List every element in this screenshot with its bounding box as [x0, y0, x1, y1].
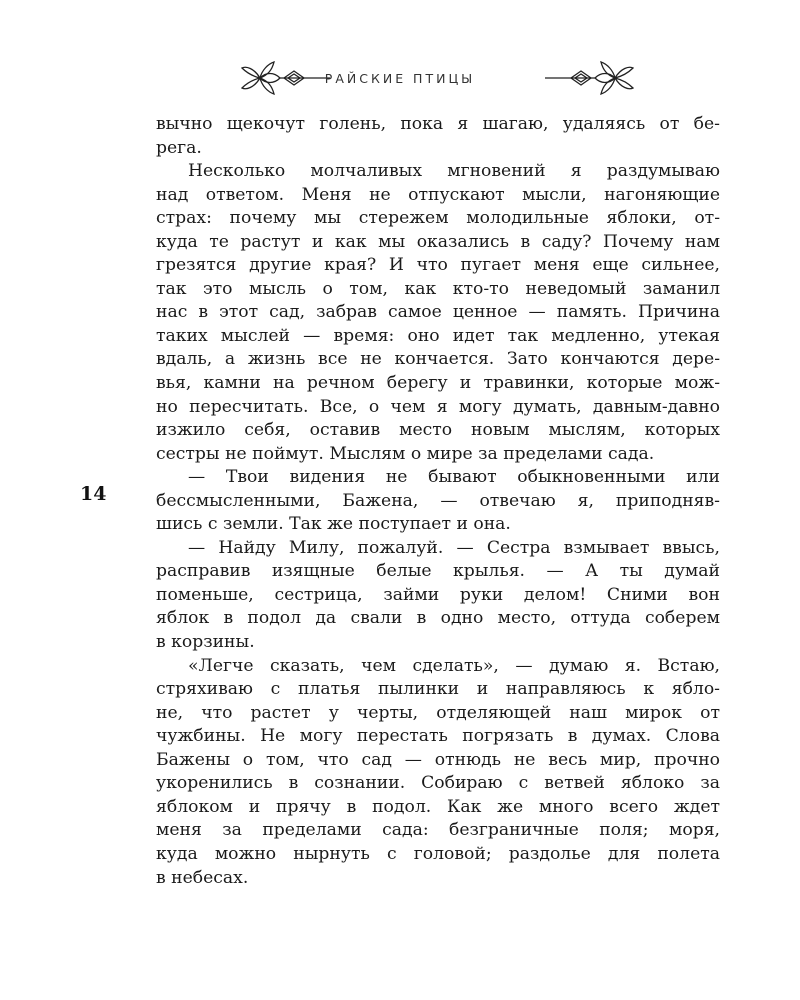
text-line: куда те растут и как мы оказались в саду? Почему нам	[156, 231, 720, 252]
ornament-right-icon	[543, 58, 635, 98]
body-text	[156, 113, 720, 890]
text-line: в небесах.	[156, 867, 249, 888]
text-line: вычно щекочут голень, пока я шагаю, удаляясь от бе-	[156, 114, 720, 134]
text-line: вья, камни на речном берегу и травинки, которые мож-	[156, 373, 720, 394]
text-line: шись с земли. Так же поступает и она.	[156, 514, 511, 535]
text-line: вдаль, а жизнь все не кончается. Зато кончаются дере-	[156, 349, 720, 370]
running-title: РАЙСКИЕ ПТИЦЫ	[324, 71, 476, 86]
text-line: яблоком и прячу в подол. Как же много всего ждет	[156, 796, 720, 817]
text-line: «Легче сказать, чем сделать», — думаю я. Встаю,	[188, 655, 720, 676]
text-line: над ответом. Меня не отпускают мысли, нагоняющие	[156, 184, 720, 205]
text-line: Несколько молчаливых мгновений я раздумываю	[188, 161, 720, 182]
text-line: не, что растет у черты, отделяющей наш мирок от	[156, 702, 720, 723]
text-line: таких мыслей — время: оно идет так медленно, утекая	[156, 325, 720, 346]
text-line: поменьше, сестрица, займи руки делом! Сними вон	[156, 584, 720, 605]
page-number: 14	[80, 483, 107, 505]
text-line: чужбины. Не могу перестать погрязать в думах. Слова	[156, 726, 720, 747]
text-line: укоренились в сознании. Собираю с ветвей яблоко за	[156, 773, 720, 794]
text-line: — Найду Милу, пожалуй. — Сестра взмывает ввысь,	[188, 537, 720, 558]
text-line: грезятся другие края? И что пугает меня еще сильнее,	[156, 255, 720, 276]
text-line: меня за пределами сада: безграничные поля; моря,	[156, 820, 720, 841]
text-line: расправив изящные белые крылья. — А ты думай	[156, 561, 720, 582]
text-line: стряхиваю с платья пылинки и направляюсь к ябло-	[156, 679, 720, 700]
text-line: бессмысленными, Бажена, — отвечаю я, приподняв-	[156, 490, 720, 511]
text-line: нас в этот сад, забрав самое ценное — память. Причина	[156, 302, 720, 323]
text-line: так это мысль о том, как кто-то неведомый заманил	[156, 278, 720, 299]
text-line: страх: почему мы стережем молодильные яблоки, от-	[156, 208, 720, 229]
text-line: — Твои видения не бывают обыкновенными или	[188, 467, 720, 488]
text-line: яблок в подол да свали в одно место, оттуда соберем	[156, 608, 720, 629]
text-line: сестры не поймут. Мыслям о мире за пределами сада.	[156, 443, 655, 464]
text-line: рега.	[156, 137, 202, 158]
text-line: но пересчитать. Все, о чем я могу думать, давным-давно	[156, 396, 720, 417]
text-line: в корзины.	[156, 632, 255, 653]
text-line: изжило себя, оставив место новым мыслям, которых	[156, 420, 720, 441]
running-header	[0, 58, 800, 98]
text-line: куда можно нырнуть с головой; раздолье для полета	[156, 843, 720, 864]
text-line: Бажены о том, что сад — отнюдь не весь мир, прочно	[156, 749, 720, 770]
